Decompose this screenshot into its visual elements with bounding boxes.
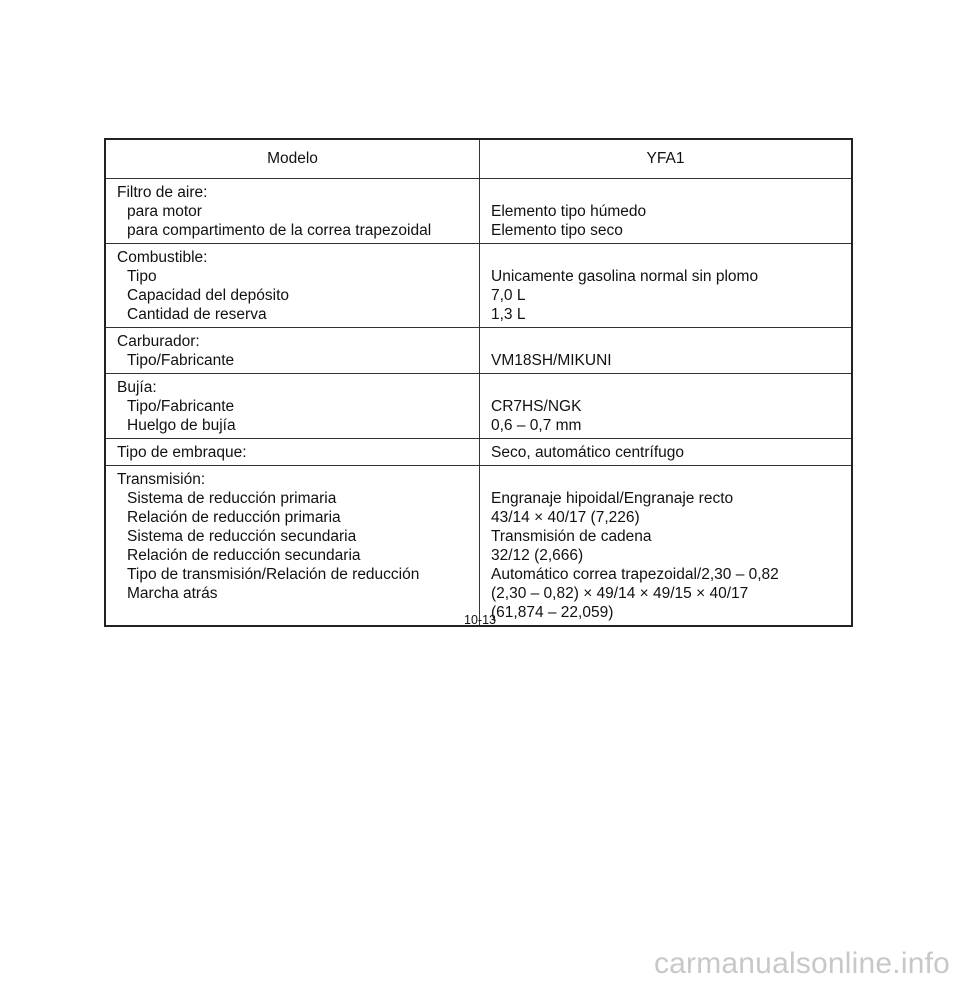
row-label: Marcha atrás [127,585,218,602]
row-label: Capacidad del depósito [127,287,290,304]
row-value: 43/14 × 40/17 (7,226) [491,509,640,526]
row-label: Tipo de embraque: [117,444,247,461]
row-value: Automático correa trapezoidal/2,30 – 0,82 [491,566,779,583]
table-row-air-filter [105,179,852,244]
section-title: Carburador: [117,333,200,350]
header-model-value: YFA1 [480,139,853,179]
row-value: CR7HS/NGK [491,398,582,415]
row-value: Elemento tipo seco [491,222,623,239]
section-title: Filtro de aire: [117,184,208,201]
table-row-clutch [105,439,852,466]
table-row-spark-plug [105,374,852,439]
watermark: carmanualsonline.info [653,947,950,980]
row-value: (61,874 – 22,059) [491,604,614,621]
row-value: VM18SH/MIKUNI [491,352,612,369]
row-value: Transmisión de cadena [491,528,652,545]
table-header-row [105,139,852,179]
row-label: Sistema de reducción primaria [127,490,337,507]
row-value: Unicamente gasolina normal sin plomo [491,268,759,285]
row-value: 0,6 – 0,7 mm [491,417,582,434]
row-value: Elemento tipo húmedo [491,203,647,220]
row-label: para compartimento de la correa trapezoidal [127,222,432,239]
row-label: Relación de reducción primaria [127,509,341,526]
table-row-fuel [105,244,852,328]
row-label: Huelgo de bujía [127,417,236,434]
row-label: Cantidad de reserva [127,306,267,323]
table-row-transmission [105,466,852,627]
section-title: Combustible: [117,249,208,266]
table-row-carburetor [105,328,852,374]
section-title: Bujía: [117,379,157,396]
row-label: Tipo/Fabricante [127,352,235,369]
header-model-label: Modelo [105,139,480,179]
section-title: Transmisión: [117,471,206,488]
row-value: Seco, automático centrífugo [491,444,685,461]
row-label: Tipo/Fabricante [127,398,235,415]
row-label: Tipo de transmisión/Relación de reducción [127,566,420,583]
spec-table [104,138,853,627]
row-value: (2,30 – 0,82) × 49/14 × 49/15 × 40/17 [491,585,749,602]
row-label: Relación de reducción secundaria [127,547,361,564]
row-value: 7,0 L [491,287,526,304]
row-value: 32/12 (2,666) [491,547,584,564]
row-value: 1,3 L [491,306,526,323]
row-value: Engranaje hipoidal/Engranaje recto [491,490,734,507]
row-label: Sistema de reducción secundaria [127,528,357,545]
row-label: Tipo [127,268,157,285]
page-number: 10-13 [464,613,496,627]
row-label: para motor [127,203,202,220]
